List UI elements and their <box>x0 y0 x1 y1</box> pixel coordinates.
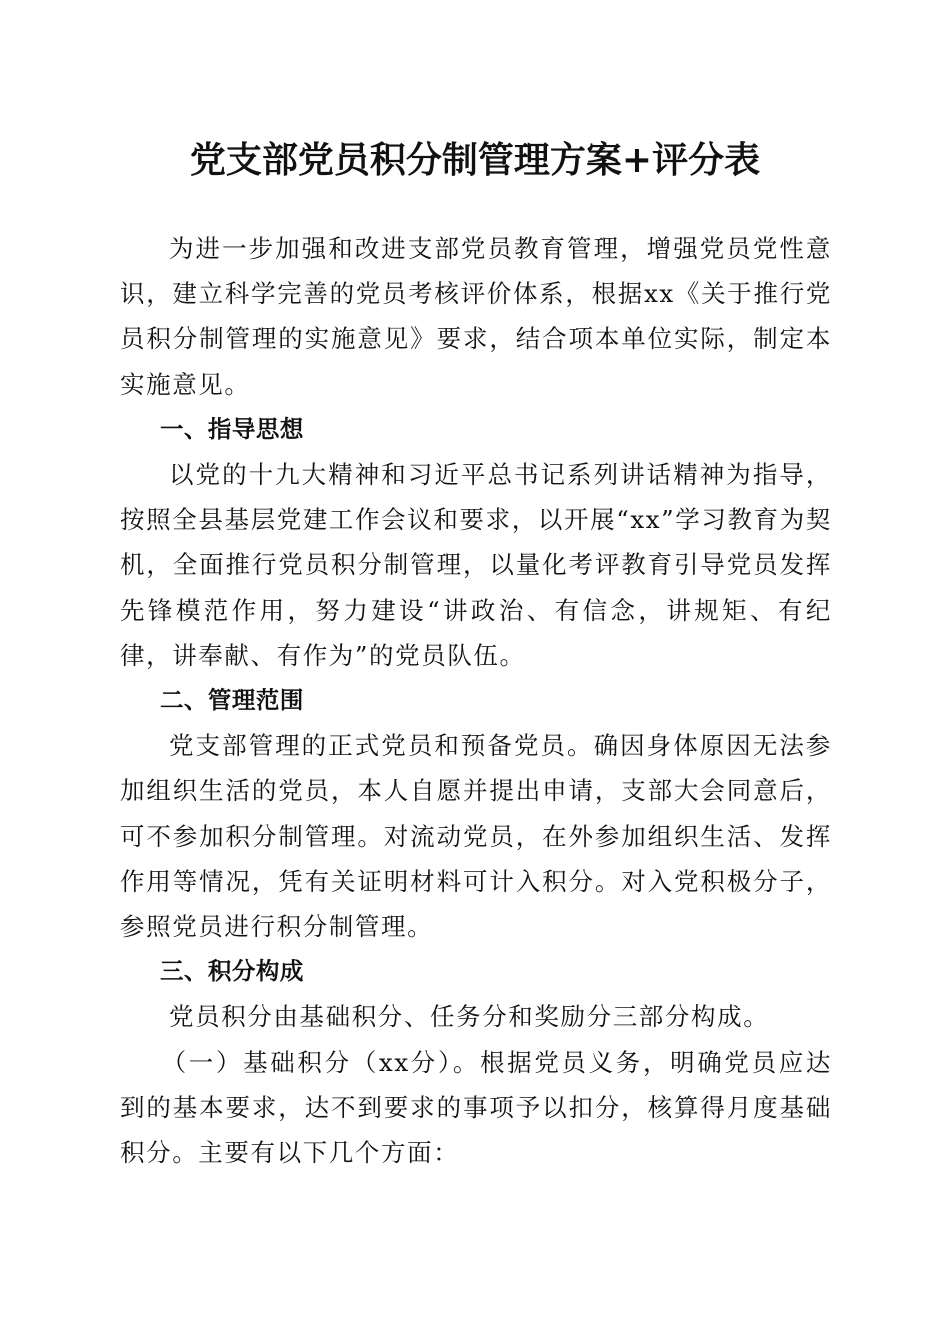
section-heading-management-scope: 二、管理范围 <box>159 686 304 715</box>
section-body-management-scope: 党支部管理的正式党员和预备党员。确因身体原因无法参加组织生活的党员，本人自愿并提出申请，支部大会同意后，可不参加积分制管理。对流动党员，在外参加组织生活、发挥作用等情况，凭有关证明材料可计入积分。对入党积极分子，参照党员进行积分制管理。 <box>120 731 832 942</box>
section-heading-guiding-thought: 一、指导思想 <box>159 414 304 443</box>
document-title: 党支部党员积分制管理方案+评分表 <box>189 139 761 181</box>
intro-paragraph: 为进一步加强和改进支部党员教育管理，增强党员党性意识，建立科学完善的党员考核评价体系，根据xx《关于推行党员积分制管理的实施意见》要求，结合项本单位实际，制定本实施意见。 <box>120 234 832 399</box>
document-body <box>120 226 832 1175</box>
section-body-guiding-thought: 以党的十九大精神和习近平总书记系列讲话精神为指导，按照全县基层党建工作会议和要求，以开展“xx”学习教育为契机，全面推行党员积分制管理，以量化考评教育引导党员发挥先锋模范作用，努力建设“讲政治、有信念，讲规矩、有纪律，讲奉献、有作为”的党员队伍。 <box>120 460 832 670</box>
section-heading-points-composition: 三、积分构成 <box>159 957 304 986</box>
subsection-basic-points: （一）基础积分（xx分）。根据党员义务，明确党员应达到的基本要求，达不到要求的事项予以扣分，核算得月度基础积分。主要有以下几个方面： <box>120 1047 832 1168</box>
section-body-points-composition: 党员积分由基础积分、任务分和奖励分三部分构成。 <box>169 1002 770 1032</box>
